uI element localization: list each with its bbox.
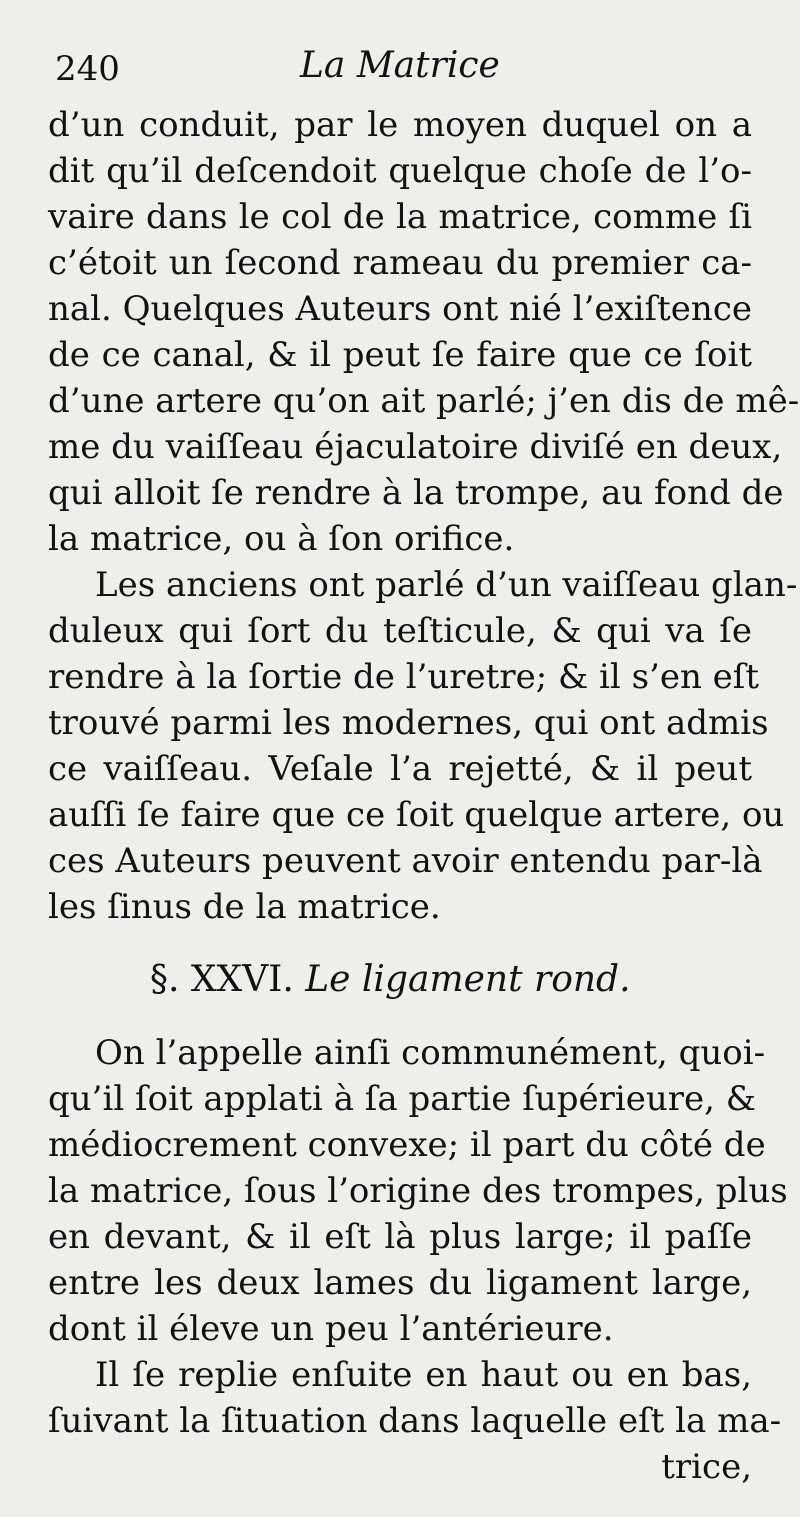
text-line: entre les deux lames du ligament large, bbox=[48, 1263, 752, 1303]
text-line: les ſinus de la matrice. bbox=[48, 887, 441, 927]
text-line: duleux qui ſort du teſticule, & qui va ſe bbox=[48, 611, 752, 651]
section-title: Le ligament rond. bbox=[305, 959, 631, 1000]
text-line: Les anciens ont parlé d’un vaiſſeau glan- bbox=[95, 565, 798, 605]
text-line: dont il éleve un peu l’antérieure. bbox=[48, 1309, 614, 1349]
text-line: nal. Quelques Auteurs ont nié l’exiſtence bbox=[48, 289, 752, 329]
text-line: d’un conduit, par le moyen duquel on a bbox=[48, 105, 752, 145]
text-line: trouvé parmi les modernes, qui ont admis bbox=[48, 703, 769, 743]
text-line: rendre à la ſortie de l’uretre; & il s’en eſt bbox=[48, 657, 760, 697]
text-line: qu’il ſoit applati à ſa partie ſupérieure, & bbox=[48, 1079, 756, 1119]
text-line: la matrice, ou à ſon orifice. bbox=[48, 519, 515, 559]
text-line: la matrice, ſous l’origine des trompes, plus bbox=[48, 1171, 788, 1211]
text-line: auſſi ſe faire que ce ſoit quelque artere, ou bbox=[48, 795, 785, 835]
text-line: qui alloit ſe rendre à la trompe, au fond de bbox=[48, 473, 784, 513]
page-header bbox=[55, 45, 745, 95]
text-line: vaire dans le col de la matrice, comme ſi bbox=[48, 197, 752, 237]
text-line: d’une artere qu’on ait parlé; j’en dis de mê- bbox=[48, 381, 800, 421]
running-title: La Matrice bbox=[300, 45, 500, 86]
text-line: Il ſe replie enſuite en haut ou en bas, bbox=[95, 1355, 752, 1395]
text-line: ce vaiſſeau. Veſale l’a rejetté, & il peut bbox=[48, 749, 752, 789]
section-heading bbox=[150, 957, 710, 1003]
text-line: trice, bbox=[661, 1447, 752, 1487]
text-line: ces Auteurs peuvent avoir entendu par-là bbox=[48, 841, 763, 881]
page-number: 240 bbox=[55, 49, 120, 89]
text-line: On l’appelle ainſi communément, quoi- bbox=[95, 1033, 766, 1073]
text-line: médiocrement convexe; il part du côté de bbox=[48, 1125, 766, 1165]
text-line: me du vaiſſeau éjaculatoire diviſé en deux, bbox=[48, 427, 783, 467]
text-line: ſuivant la ſituation dans laquelle eſt la ma- bbox=[48, 1401, 782, 1441]
section-number: §. XXVI. bbox=[150, 959, 294, 1000]
text-line: en devant, & il eſt là plus large; il paſſe bbox=[48, 1217, 752, 1257]
text-line: c’étoit un ſecond rameau du premier ca- bbox=[48, 243, 752, 283]
text-line: dit qu’il deſcendoit quelque choſe de l’o- bbox=[48, 151, 752, 191]
text-line: de ce canal, & il peut ſe faire que ce ſoit bbox=[48, 335, 752, 375]
